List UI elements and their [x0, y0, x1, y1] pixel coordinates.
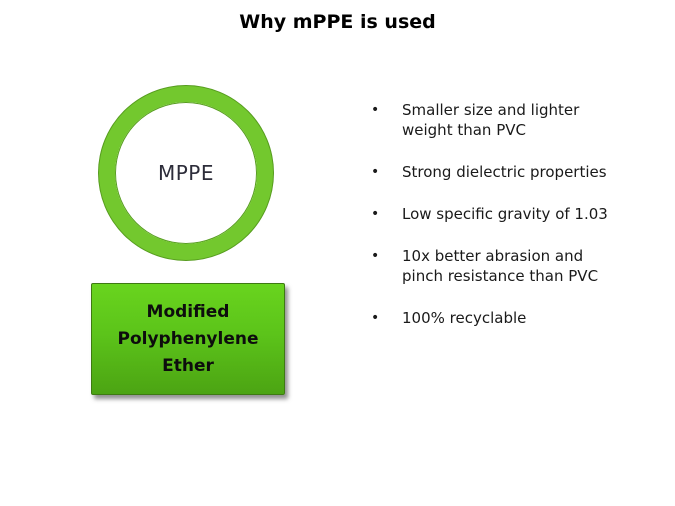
- box-line-1: Modified: [146, 301, 230, 322]
- bullet-text-smaller-size: Smaller size and lighter weight than PVC: [402, 101, 580, 139]
- list-item: [371, 162, 622, 182]
- bullet-icon: •: [371, 164, 380, 180]
- bullet-icon: •: [371, 206, 380, 222]
- list-item: [371, 308, 622, 328]
- list-item: [371, 204, 622, 224]
- bullet-text-recyclable: 100% recyclable: [402, 309, 527, 327]
- list-item: [371, 246, 622, 286]
- list-item: [371, 100, 622, 140]
- box-line-3: Ether: [162, 355, 214, 376]
- bullet-text-specific-gravity: Low specific gravity of 1.03: [402, 205, 608, 223]
- benefits-bullet-list: [371, 100, 622, 350]
- bullet-text-abrasion: 10x better abrasion and pinch resistance than PVC: [402, 247, 599, 285]
- mppe-definition-box: [91, 283, 285, 395]
- bullet-icon: •: [371, 248, 380, 264]
- page-title: Why mPPE is used: [239, 11, 436, 33]
- bullet-icon: •: [371, 102, 380, 118]
- bullet-icon: •: [371, 310, 380, 326]
- mppe-circle-shape: [99, 86, 273, 260]
- box-line-2: Polyphenylene: [117, 328, 259, 349]
- bullet-text-dielectric: Strong dielectric properties: [402, 163, 607, 181]
- mppe-circle-label: MPPE: [157, 161, 214, 185]
